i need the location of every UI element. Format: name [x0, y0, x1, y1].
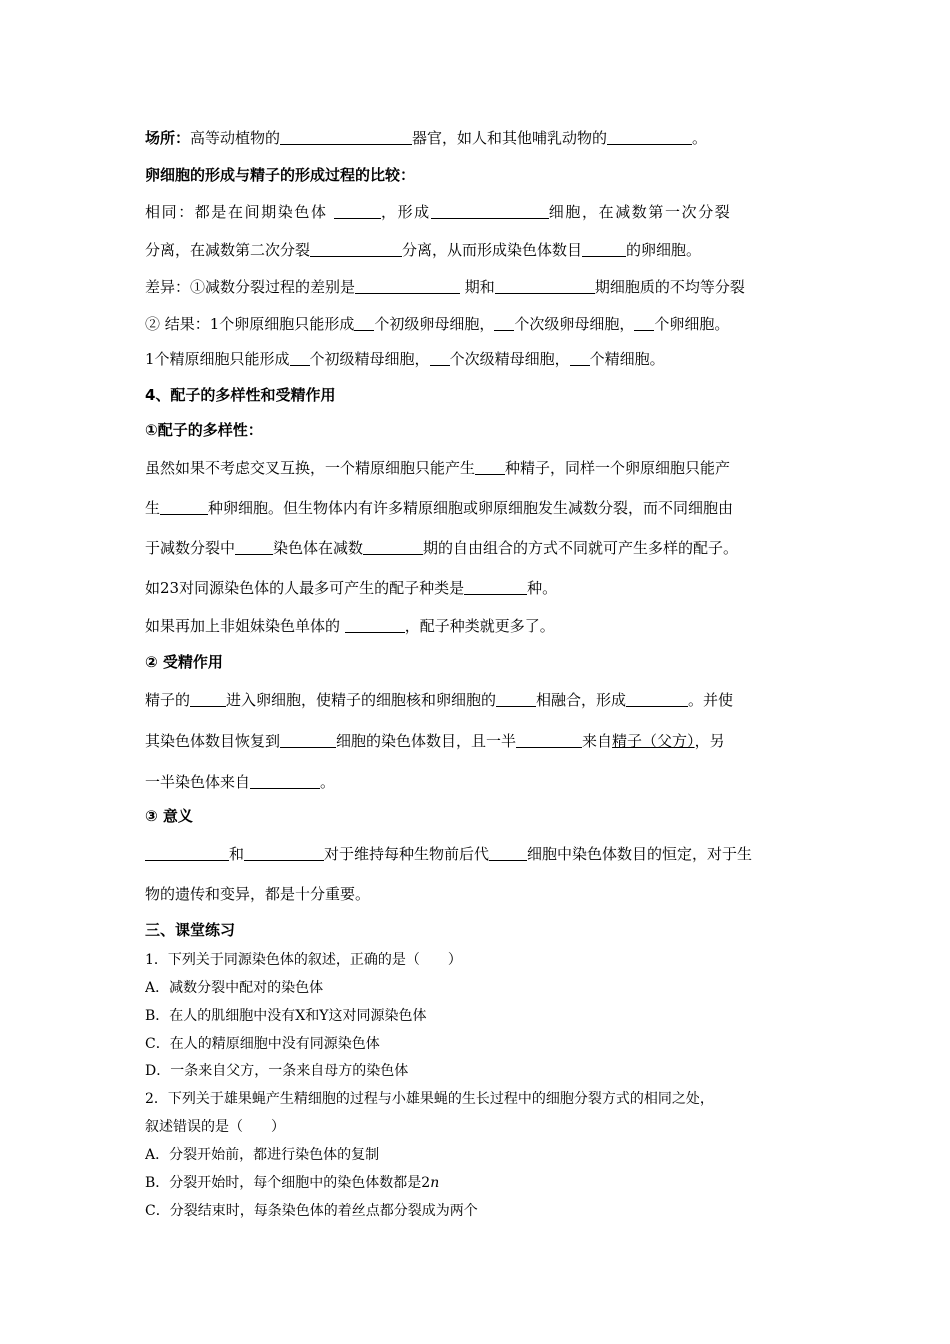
text: 一半染色体来自 — [145, 773, 251, 791]
blank — [355, 278, 460, 294]
diversity-line-3 — [145, 538, 815, 558]
text: 个次级精母细胞， — [449, 350, 570, 368]
text: 分离，从而形成染色体数目 — [402, 241, 583, 259]
fertilization-line-3 — [145, 772, 815, 792]
blank — [582, 241, 626, 257]
blank — [607, 129, 692, 145]
blank — [160, 499, 208, 515]
blank — [430, 350, 450, 366]
blank — [626, 691, 688, 707]
blank — [280, 732, 336, 748]
text: 种。 — [527, 579, 558, 597]
text: 精子的 — [145, 691, 191, 709]
text: 生 — [145, 499, 161, 517]
practice-heading: 三、课堂练习 — [145, 921, 236, 939]
result-line-1 — [145, 314, 815, 334]
text: 细胞的染色体数目，且一半 — [336, 732, 517, 750]
text: 细胞，在减数第一次分裂 — [548, 203, 732, 221]
text: 和 — [229, 845, 245, 863]
text: 的卵细胞。 — [626, 241, 702, 259]
blank — [354, 315, 374, 331]
diff-line — [145, 277, 815, 297]
blank — [516, 732, 582, 748]
question-2-option-b — [145, 1173, 815, 1193]
text: 差异：①减数分裂过程的差别是 — [145, 278, 356, 296]
text: 。并使 — [688, 691, 734, 709]
meaning-line-2: 物的遗传和变异，都是十分重要。 — [145, 885, 371, 903]
text: 相同：都是在间期染色体 — [145, 203, 328, 221]
blank — [290, 350, 310, 366]
text: ，另 — [694, 732, 725, 750]
text: 细胞中染色体数目的恒定，对于生 — [527, 845, 753, 863]
blank — [475, 459, 505, 475]
meaning-line-1 — [145, 844, 815, 864]
text: 个次级卵母细胞， — [514, 315, 635, 333]
question-1-option-a: A．减数分裂中配对的染色体 — [145, 980, 324, 996]
text: 个初级精母细胞， — [309, 350, 430, 368]
blank — [190, 691, 226, 707]
question-1: 1．下列关于同源染色体的叙述，正确的是（ ） — [145, 952, 462, 968]
blank — [250, 773, 320, 789]
blank — [244, 845, 324, 861]
fertilization-line-2 — [145, 731, 815, 751]
question-2: 2．下列关于雄果蝇产生精细胞的过程与小雄果蝇的生长过程中的细胞分裂方式的相同之处， — [145, 1091, 714, 1107]
blank — [495, 278, 595, 294]
text: B．分裂开始时，每个细胞中的染色体数都是 — [145, 1175, 422, 1191]
blank — [145, 845, 229, 861]
blank — [280, 129, 412, 145]
text: 。 — [320, 773, 336, 791]
meaning-heading: ③ 意义 — [145, 807, 193, 825]
text: 个精细胞。 — [589, 350, 665, 368]
text: 种精子，同样一个卵原细胞只能产 — [505, 459, 731, 477]
fertilization-heading: ② 受精作用 — [145, 653, 223, 671]
text: 1个精原细胞只能形成 — [145, 350, 290, 368]
blank — [235, 539, 273, 555]
text: 相融合，形成 — [536, 691, 627, 709]
blank — [570, 350, 590, 366]
compare-heading: 卵细胞的形成与精子的形成过程的比较： — [145, 166, 416, 184]
blank — [494, 315, 514, 331]
text: 2 — [421, 1175, 431, 1191]
fertilization-line-1 — [145, 690, 815, 710]
text: ，形成 — [380, 203, 431, 221]
diversity-line-1 — [145, 458, 815, 478]
text: 分离，在减数第二次分裂 — [145, 241, 311, 259]
same-line-1 — [145, 202, 815, 222]
blank — [489, 845, 527, 861]
text: 染色体在减数 — [273, 539, 364, 557]
text: 进入卵细胞，使精子的细胞核和卵细胞的 — [226, 691, 497, 709]
diversity-line-5 — [145, 616, 815, 636]
result-line-2 — [145, 349, 815, 369]
text: 期的自由组合的方式不同就可产生多样的配子。 — [423, 539, 739, 557]
blank — [345, 617, 405, 633]
diversity-line-2 — [145, 498, 815, 518]
same-line-2 — [145, 240, 815, 260]
text: 种卵细胞。但生物体内有许多精原细胞或卵原细胞发生减数分裂，而不同细胞由 — [208, 499, 734, 517]
question-1-option-c: C．在人的精原细胞中没有同源染色体 — [145, 1036, 380, 1052]
blank — [464, 579, 527, 595]
underlined-text: 精子（父方） — [612, 732, 695, 750]
italic-n: n — [430, 1175, 440, 1191]
blank — [363, 539, 423, 555]
text: 来自 — [582, 732, 613, 750]
text: 器官，如人和其他哺乳动物的 — [412, 129, 608, 147]
text: 对于维持每种生物前后代 — [324, 845, 490, 863]
question-2-option-c: C．分裂结束时，每条染色体的着丝点都分裂成为两个 — [145, 1203, 478, 1219]
text: 如23对同源染色体的人最多可产生的配子种类是 — [145, 579, 465, 597]
blank — [496, 691, 536, 707]
text: 个卵细胞。 — [654, 315, 730, 333]
text: 期细胞质的不均等分裂 — [594, 278, 745, 296]
text: 其染色体数目恢复到 — [145, 732, 281, 750]
text: 期和 — [464, 278, 495, 296]
text: ，配子种类就更多了。 — [404, 617, 555, 635]
blank — [634, 315, 654, 331]
text: 个初级卵母细胞， — [374, 315, 495, 333]
blank — [310, 241, 402, 257]
place-line — [145, 128, 815, 148]
blank — [431, 203, 549, 219]
text: 高等动植物的 — [190, 129, 281, 147]
question-1-option-b: B．在人的肌细胞中没有X和Y这对同源染色体 — [145, 1008, 427, 1024]
section4-heading: 4、配子的多样性和受精作用 — [145, 386, 336, 404]
diversity-subheading: ①配子的多样性： — [145, 421, 263, 439]
text: ② 结果：1个卵原细胞只能形成 — [145, 315, 355, 333]
blank — [334, 203, 381, 219]
question-1-option-d: D．一条来自父方，一条来自母方的染色体 — [145, 1063, 409, 1079]
place-label: 场所： — [145, 129, 191, 147]
question-2-continued: 叙述错误的是（ ） — [145, 1119, 285, 1135]
diversity-line-4 — [145, 578, 815, 598]
text: 于减数分裂中 — [145, 539, 236, 557]
question-2-option-a: A．分裂开始前，都进行染色体的复制 — [145, 1147, 380, 1163]
text: 如果再加上非姐妹染色单体的 — [145, 617, 341, 635]
text: 虽然如果不考虑交叉互换，一个精原细胞只能产生 — [145, 459, 476, 477]
text: 。 — [692, 129, 708, 147]
